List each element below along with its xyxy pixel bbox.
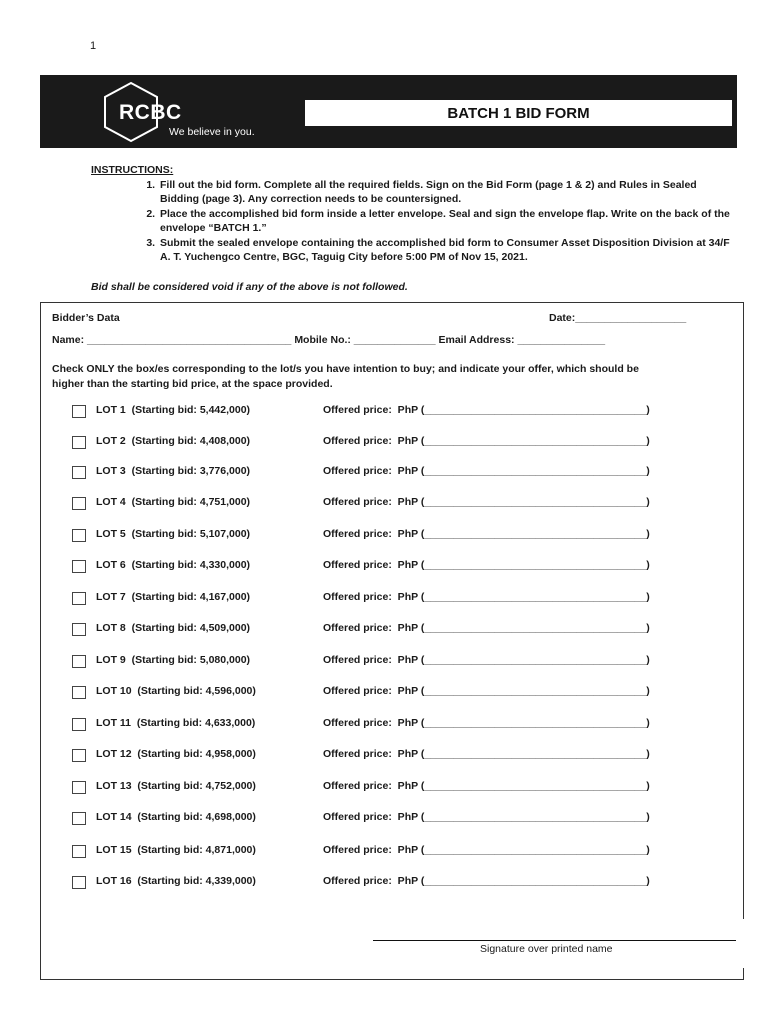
lot-row xyxy=(72,435,712,451)
lot-checkbox[interactable] xyxy=(72,497,86,510)
signature-line[interactable] xyxy=(373,940,736,941)
lot-row xyxy=(72,875,712,891)
lot-label: LOT 10 (Starting bid: 4,596,000) xyxy=(96,685,256,697)
lot-label: LOT 2 (Starting bid: 4,408,000) xyxy=(96,435,251,447)
lot-checkbox[interactable] xyxy=(72,436,86,449)
page-title: BATCH 1 BID FORM xyxy=(305,100,732,126)
lot-label: LOT 1 (Starting bid: 5,442,000) xyxy=(96,404,251,416)
lot-checkbox[interactable] xyxy=(72,845,86,858)
void-note: Bid shall be considered void if any of the above is not followed. xyxy=(91,281,408,293)
lot-row xyxy=(72,404,712,420)
offered-price-field[interactable]: Offered price: PhP (______________________________________) xyxy=(323,404,650,416)
offered-price-field[interactable]: Offered price: PhP (______________________________________) xyxy=(323,654,650,666)
lot-row xyxy=(72,748,712,764)
lot-checkbox[interactable] xyxy=(72,686,86,699)
lot-checkbox[interactable] xyxy=(72,876,86,889)
offered-price-field[interactable]: Offered price: PhP (______________________________________) xyxy=(323,875,650,887)
offered-price-field[interactable]: Offered price: PhP (______________________________________) xyxy=(323,717,650,729)
lot-label: LOT 7 (Starting bid: 4,167,000) xyxy=(96,591,251,603)
lot-row xyxy=(72,496,712,512)
offered-price-field[interactable]: Offered price: PhP (______________________________________) xyxy=(323,811,650,823)
offered-price-field[interactable]: Offered price: PhP (______________________________________) xyxy=(323,435,650,447)
lot-row xyxy=(72,780,712,796)
form-border-right-lower xyxy=(743,968,744,980)
check-note-line-1: Check ONLY the box/es corresponding to the lot/s you have intention to buy; and indicate your offer, which should be xyxy=(52,363,639,375)
offered-price-field[interactable]: Offered price: PhP (______________________________________) xyxy=(323,528,650,540)
lot-checkbox[interactable] xyxy=(72,560,86,573)
name-mobile-email-row[interactable]: Name: ___________________________________ Mobile No.: ______________ Email Address: _______________ xyxy=(52,334,606,346)
lot-row xyxy=(72,654,712,670)
offered-price-field[interactable]: Offered price: PhP (______________________________________) xyxy=(323,844,650,856)
date-field[interactable]: Date:___________________ xyxy=(549,312,687,324)
lot-checkbox[interactable] xyxy=(72,749,86,762)
bidders-data-label: Bidder’s Data xyxy=(52,312,120,324)
lot-label: LOT 8 (Starting bid: 4,509,000) xyxy=(96,622,251,634)
logo-text: RCBC xyxy=(119,101,182,124)
instructions-heading: INSTRUCTIONS: xyxy=(91,164,174,176)
lot-label: LOT 4 (Starting bid: 4,751,000) xyxy=(96,496,251,508)
lot-label: LOT 14 (Starting bid: 4,698,000) xyxy=(96,811,256,823)
lot-checkbox[interactable] xyxy=(72,812,86,825)
lot-label: LOT 16 (Starting bid: 4,339,000) xyxy=(96,875,256,887)
offered-price-field[interactable]: Offered price: PhP (______________________________________) xyxy=(323,780,650,792)
lot-label: LOT 12 (Starting bid: 4,958,000) xyxy=(96,748,256,760)
lot-row xyxy=(72,811,712,827)
lot-row xyxy=(72,559,712,575)
lot-checkbox[interactable] xyxy=(72,623,86,636)
lot-label: LOT 5 (Starting bid: 5,107,000) xyxy=(96,528,251,540)
lot-checkbox[interactable] xyxy=(72,466,86,479)
lot-label: LOT 15 (Starting bid: 4,871,000) xyxy=(96,844,256,856)
lot-row xyxy=(72,717,712,733)
lot-row xyxy=(72,622,712,638)
lot-checkbox[interactable] xyxy=(72,405,86,418)
signature-label: Signature over printed name xyxy=(480,943,613,955)
form-border-right xyxy=(743,302,744,919)
lot-label: LOT 13 (Starting bid: 4,752,000) xyxy=(96,780,256,792)
offered-price-field[interactable]: Offered price: PhP (______________________________________) xyxy=(323,685,650,697)
lot-label: LOT 6 (Starting bid: 4,330,000) xyxy=(96,559,251,571)
lot-label: LOT 11 (Starting bid: 4,633,000) xyxy=(96,717,256,729)
instructions-list xyxy=(91,178,731,265)
instruction-item: 1. Fill out the bid form. Complete all the required fields. Sign on the Bid Form (page 1 & 2) and Rules in Sealed Bidding (page 3). Any correction needs to be countersigned. xyxy=(158,178,731,207)
lot-checkbox[interactable] xyxy=(72,529,86,542)
lot-row xyxy=(72,844,712,860)
lot-checkbox[interactable] xyxy=(72,781,86,794)
instruction-item: 2. Place the accomplished bid form inside a letter envelope. Seal and sign the envelope flap. Write on the back of the envelope “BATCH 1.” xyxy=(158,207,731,236)
lot-row xyxy=(72,528,712,544)
lot-row xyxy=(72,465,712,481)
lot-row xyxy=(72,685,712,701)
logo-tagline: We believe in you. xyxy=(169,126,255,138)
offered-price-field[interactable]: Offered price: PhP (______________________________________) xyxy=(323,559,650,571)
offered-price-field[interactable]: Offered price: PhP (______________________________________) xyxy=(323,465,650,477)
offered-price-field[interactable]: Offered price: PhP (______________________________________) xyxy=(323,496,650,508)
instruction-item: 3. Submit the sealed envelope containing the accomplished bid form to Consumer Asset Disposition Division at 34/F A. T. Yuchengco Centre, BGC, Taguig City before 5:00 PM of Nov 15, 2021. xyxy=(158,236,731,265)
lot-checkbox[interactable] xyxy=(72,592,86,605)
lot-row xyxy=(72,591,712,607)
lot-label: LOT 3 (Starting bid: 3,776,000) xyxy=(96,465,251,477)
check-note-line-2: higher than the starting bid price, at the space provided. xyxy=(52,378,333,390)
instructions-section xyxy=(91,163,731,265)
offered-price-field[interactable]: Offered price: PhP (______________________________________) xyxy=(323,748,650,760)
offered-price-field[interactable]: Offered price: PhP (______________________________________) xyxy=(323,622,650,634)
page-number: 1 xyxy=(90,40,97,52)
lot-label: LOT 9 (Starting bid: 5,080,000) xyxy=(96,654,251,666)
header-banner xyxy=(40,75,737,148)
lot-checkbox[interactable] xyxy=(72,655,86,668)
offered-price-field[interactable]: Offered price: PhP (______________________________________) xyxy=(323,591,650,603)
lot-checkbox[interactable] xyxy=(72,718,86,731)
